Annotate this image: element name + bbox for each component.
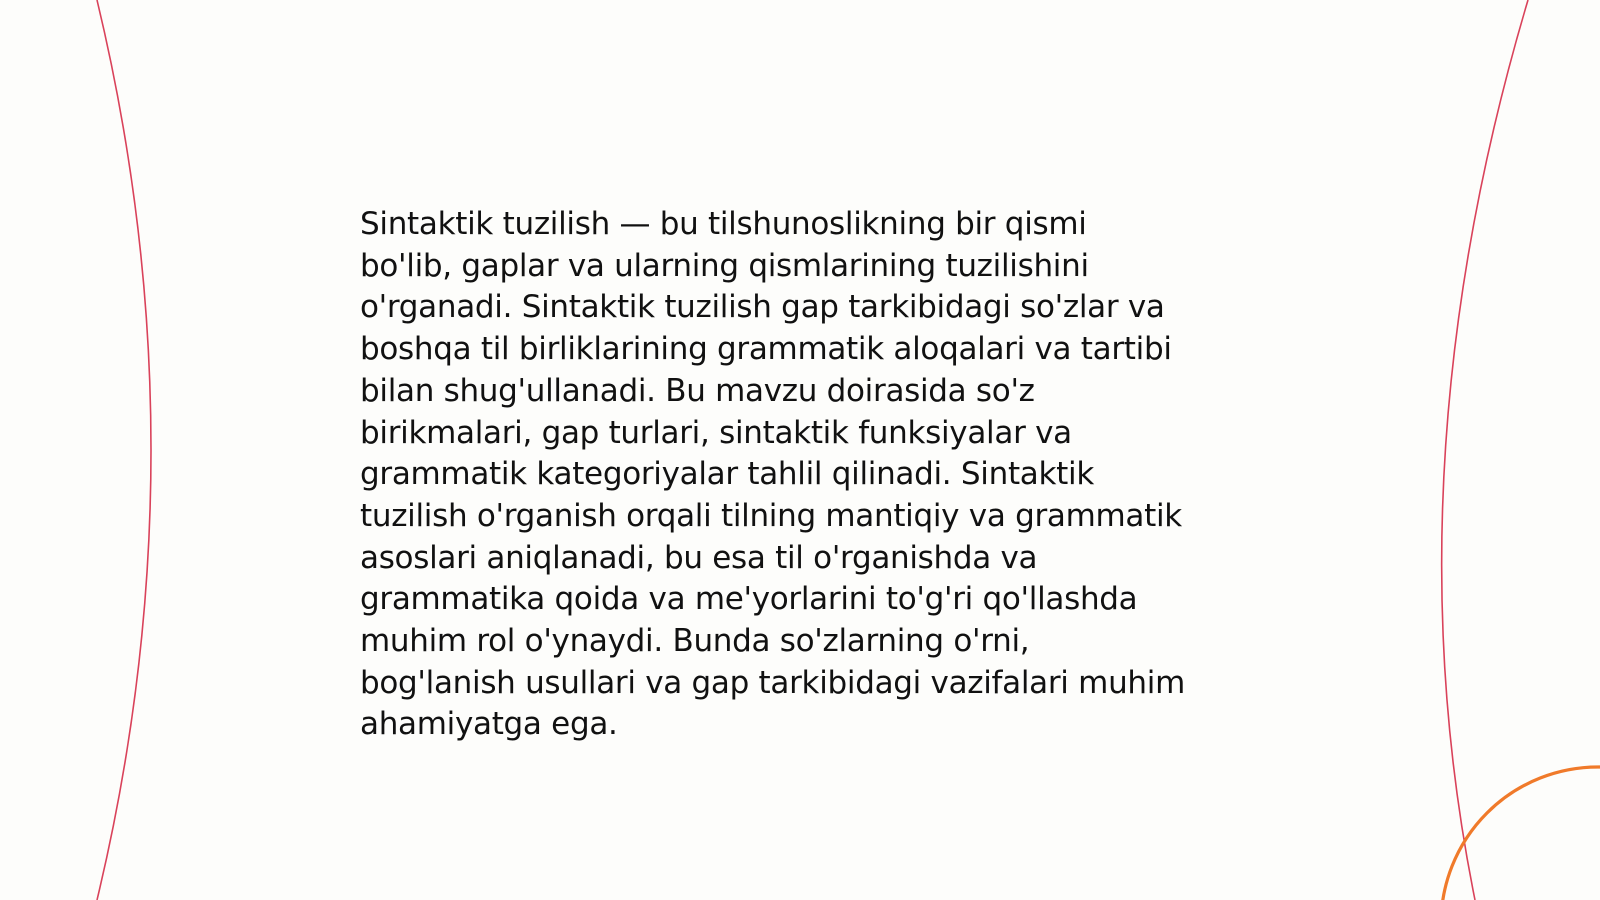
body-line: o'rganadi. Sintaktik tuzilish gap tarkibidagi so'zlar va <box>360 289 1165 326</box>
right-arc-decoration <box>1442 0 1528 900</box>
slide-body-text <box>360 204 1250 746</box>
body-line: bog'lanish usullari va gap tarkibidagi vazifalari muhim <box>360 664 1185 701</box>
body-line: boshqa til birliklarining grammatik aloqalari va tartibi <box>360 331 1172 368</box>
body-line: ahamiyatga ega. <box>360 706 618 743</box>
body-line: tuzilish o'rganish orqali tilning mantiqiy va grammatik <box>360 497 1182 534</box>
body-line: grammatik kategoriyalar tahlil qilinadi. Sintaktik <box>360 456 1094 493</box>
body-line: grammatika qoida va me'yorlarini to'g'ri qo'llashda <box>360 581 1138 618</box>
corner-circle-arc-decoration <box>1441 767 1600 900</box>
left-arc-decoration <box>97 0 151 900</box>
body-line: asoslari aniqlanadi, bu esa til o'rganishda va <box>360 539 1038 576</box>
body-line: birikmalari, gap turlari, sintaktik funksiyalar va <box>360 414 1072 451</box>
body-line: muhim rol o'ynaydi. Bunda so'zlarning o'rni, <box>360 623 1030 660</box>
body-line: bo'lib, gaplar va ularning qismlarining tuzilishini <box>360 247 1089 284</box>
body-line: bilan shug'ullanadi. Bu mavzu doirasida so'z <box>360 372 1035 409</box>
body-line: Sintaktik tuzilish — bu tilshunoslikning bir qismi <box>360 206 1087 242</box>
